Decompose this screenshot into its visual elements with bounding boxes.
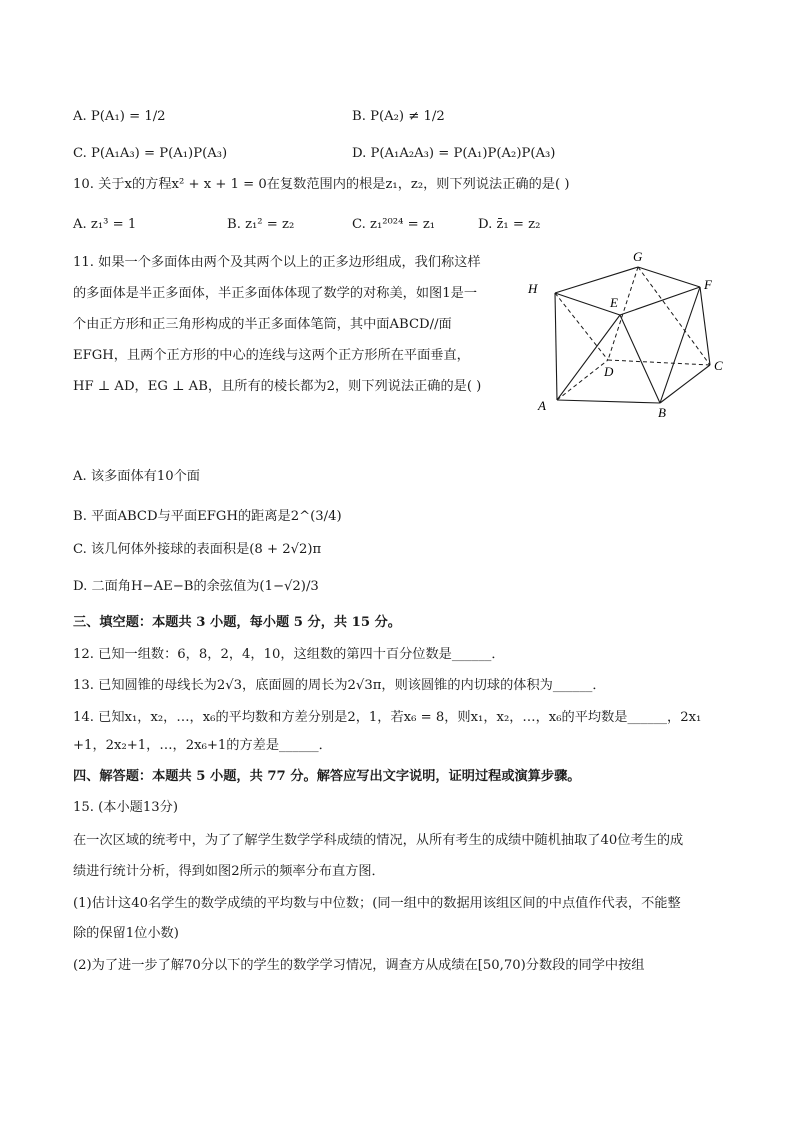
q9-option-b: B. P(A₂) ≠ 1/2 bbox=[352, 109, 445, 124]
q11-option-d: D. 二面角H−AE−B的余弦值为(1−√2)/3 bbox=[73, 579, 319, 594]
vertex-label-f: F bbox=[704, 277, 712, 292]
q14-line-1: 14. 已知x₁，x₂，…，x₆的平均数和方差分别是2，1，若x₆ = 8，则x₁，x₂，…，x₆的平均数是______，2x₁ bbox=[73, 710, 702, 725]
q11-option-c: C. 该几何体外接球的表面积是(8 + 2√2)π bbox=[73, 542, 322, 557]
q11-option-a: A. 该多面体有10个面 bbox=[73, 469, 200, 484]
vertex-label-c: C bbox=[714, 358, 723, 373]
section-3-heading: 三、填空题：本题共 3 小题，每小题 5 分，共 15 分。 bbox=[73, 615, 401, 630]
q13: 13. 已知圆锥的母线长为2√3，底面圆的周长为2√3π，则该圆锥的内切球的体积为______． bbox=[73, 678, 606, 693]
q12: 12. 已知一组数：6，8，2，4，10，这组数的第四十百分位数是______． bbox=[73, 647, 505, 662]
vertex-label-a: A bbox=[538, 398, 546, 413]
vertex-label-d: D bbox=[604, 364, 614, 379]
q10-stem: 10. 关于x的方程x² + x + 1 = 0在复数范围内的根是z₁，z₂，则下列说法正确的是( ) bbox=[73, 177, 570, 192]
q11-line-2: 的多面体是半正多面体，半正多面体体现了数学的对称美，如图1是一 bbox=[73, 286, 478, 301]
polyhedron-figure bbox=[520, 245, 730, 420]
q14-line-2: +1，2x₂+1，…，2x₆+1的方差是______． bbox=[73, 738, 332, 753]
q11-line-4: EFGH，且两个正方形的中心的连线与这两个正方形所在平面垂直， bbox=[73, 348, 470, 363]
q15-line-1: 在一次区域的统考中，为了了解学生数学学科成绩的情况，从所有考生的成绩中随机抽取了40位考生的成 bbox=[73, 833, 684, 848]
q11-line-1: 11. 如果一个多面体由两个及其两个以上的正多边形组成，我们称这样 bbox=[73, 255, 481, 270]
q15-line-2: 绩进行统计分析，得到如图2所示的频率分布直方图． bbox=[73, 864, 385, 879]
vertex-label-g: G bbox=[633, 249, 643, 264]
q11-line-5: HF ⊥ AD，EG ⊥ AB，且所有的棱长都为2，则下列说法正确的是( ) bbox=[73, 379, 482, 394]
q9-option-c: C. P(A₁A₃) = P(A₁)P(A₃) bbox=[73, 146, 228, 161]
q10-option-a: A. z₁³ = 1 bbox=[73, 217, 137, 232]
section-4-heading: 四、解答题：本题共 5 小题，共 77 分。解答应写出文字说明，证明过程或演算步骤。 bbox=[73, 769, 581, 784]
q10-option-b: B. z₁² = z₂ bbox=[227, 217, 295, 232]
q11-option-b: B. 平面ABCD与平面EFGH的距离是2^(3/4) bbox=[73, 509, 342, 524]
vertex-label-e: E bbox=[610, 295, 618, 310]
q10-option-c: C. z₁²⁰²⁴ = z₁ bbox=[352, 217, 436, 232]
q11-line-3: 个由正方形和正三角形构成的半正多面体笔筒，其中面ABCD//面 bbox=[73, 317, 452, 332]
q10-option-d: D. z̄₁ = z₂ bbox=[478, 217, 541, 232]
q9-option-d: D. P(A₁A₂A₃) = P(A₁)P(A₂)P(A₃) bbox=[352, 146, 556, 161]
q15-line-3: (1)估计这40名学生的数学成绩的平均数与中位数；(同一组中的数据用该组区间的中点值作代表，不能整 bbox=[73, 896, 681, 911]
q9-option-a: A. P(A₁) = 1/2 bbox=[73, 109, 166, 124]
q15-header: 15. (本小题13分) bbox=[73, 800, 178, 815]
q15-line-5: (2)为了进一步了解70分以下的学生的数学学习情况，调查方从成绩在[50,70)分数段的同学中按组 bbox=[73, 958, 645, 973]
q15-line-4: 除的保留1位小数) bbox=[73, 926, 179, 941]
vertex-label-h: H bbox=[528, 281, 538, 296]
vertex-label-b: B bbox=[658, 405, 666, 420]
